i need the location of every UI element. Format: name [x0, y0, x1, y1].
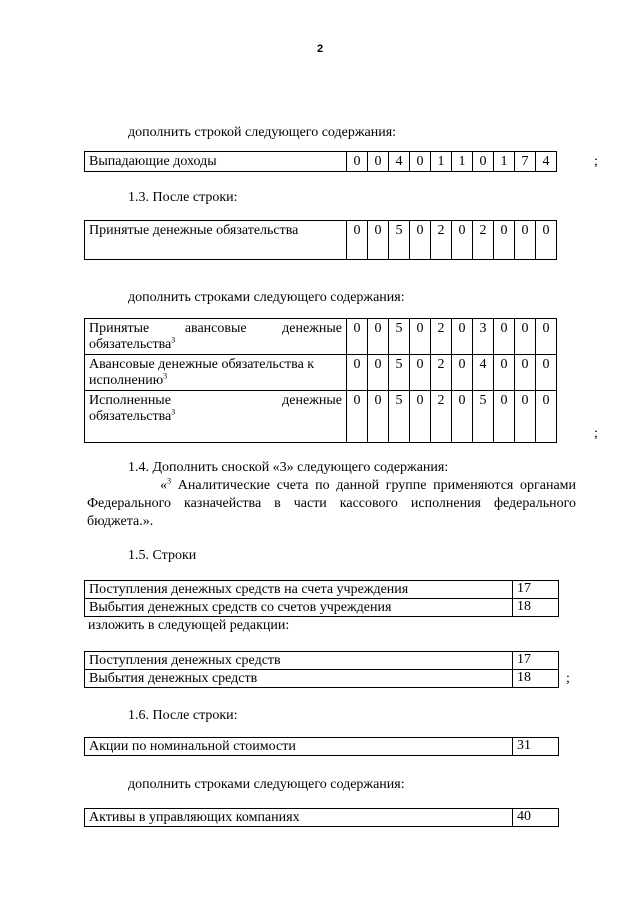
row-label: Акции по номинальной стоимости [85, 738, 513, 756]
code-digit: 5 [389, 319, 410, 355]
table-row [85, 670, 559, 688]
table-row [85, 355, 557, 391]
code-digit: 0 [494, 355, 515, 391]
row-label: Выпадающие доходы [85, 152, 347, 172]
table-managed-assets [84, 808, 559, 827]
code-digit: 0 [452, 355, 473, 391]
footnote-ref: 3 [171, 335, 176, 345]
table-row [85, 581, 559, 599]
row-label [85, 391, 347, 443]
row-label-line2 [89, 409, 342, 425]
code-digit: 0 [452, 391, 473, 443]
code-digit: 2 [431, 391, 452, 443]
row-code: 17 [513, 652, 559, 670]
row-label-line1: Авансовые денежные обязательства к [89, 357, 315, 372]
table-row [85, 652, 559, 670]
section-heading-1-6: 1.6. После строки: [128, 708, 238, 723]
code-digit: 2 [431, 355, 452, 391]
code-digit: 0 [410, 221, 431, 260]
code-digit: 0 [494, 391, 515, 443]
code-digit: 0 [452, 221, 473, 260]
row-code: 17 [513, 581, 559, 599]
code-digit: 0 [536, 355, 557, 391]
table-row [85, 738, 559, 756]
section-heading-1-4: 1.4. Дополнить сноской «3» следующего содержания: [128, 460, 449, 475]
code-digit: 0 [347, 355, 368, 391]
code-digit: 0 [347, 319, 368, 355]
row-label-text: исполнению [89, 373, 164, 388]
section-heading-1-3: 1.3. После строки: [128, 190, 238, 205]
row-label-line1: Исполненные денежные [89, 393, 342, 408]
row-label: Выбытия денежных средств со счетов учреждения [85, 599, 513, 617]
code-digit: 0 [368, 319, 389, 355]
table-accepted-obligations [84, 220, 557, 260]
footnote-ref: 3 [171, 407, 176, 417]
footnote-ref: 3 [167, 476, 172, 486]
table-row [85, 319, 557, 355]
row-label-line1: Принятые авансовые денежные [89, 321, 342, 336]
row-code: 18 [513, 670, 559, 688]
intro-text-4: дополнить строками следующего содержания: [128, 777, 405, 792]
code-digit: 5 [389, 355, 410, 391]
trailing-semicolon: ; [594, 154, 598, 169]
footnote-body: Аналитические счета по данной группе применяются органами Федерального казначейства в части кассового исполнения федерального бюджета.». [87, 478, 577, 529]
table-row [85, 599, 559, 617]
table-row [85, 391, 557, 443]
intro-text-2: дополнить строками следующего содержания: [128, 290, 405, 305]
intro-text-3: изложить в следующей редакции: [88, 618, 290, 633]
code-digit: 0 [452, 319, 473, 355]
code-digit: 0 [410, 355, 431, 391]
code-digit: 0 [473, 152, 494, 172]
footnote-ref: 3 [163, 371, 168, 381]
code-digit: 4 [389, 152, 410, 172]
table-old-lines [84, 580, 559, 617]
row-label: Активы в управляющих компаниях [85, 809, 513, 827]
open-quote: « [160, 478, 168, 493]
code-digit: 5 [389, 391, 410, 443]
table-row [85, 152, 557, 172]
row-label: Поступления денежных средств [85, 652, 513, 670]
code-digit: 0 [494, 221, 515, 260]
code-digit: 0 [410, 319, 431, 355]
code-digit: 0 [536, 391, 557, 443]
code-digit: 0 [368, 391, 389, 443]
section-heading-1-5: 1.5. Строки [128, 548, 197, 563]
page-number: 2 [316, 43, 324, 55]
code-digit: 0 [536, 221, 557, 260]
code-digit: 0 [494, 319, 515, 355]
code-digit: 0 [410, 152, 431, 172]
code-digit: 0 [347, 221, 368, 260]
code-digit: 0 [368, 355, 389, 391]
row-code: 31 [513, 738, 559, 756]
row-label-text: обязательства [89, 337, 172, 352]
code-digit: 0 [515, 391, 536, 443]
table-shares [84, 737, 559, 756]
code-digit: 0 [347, 152, 368, 172]
code-digit: 0 [410, 391, 431, 443]
code-digit: 5 [389, 221, 410, 260]
row-label: Поступления денежных средств на счета учреждения [85, 581, 513, 599]
code-digit: 0 [515, 319, 536, 355]
table-new-obligations [84, 318, 557, 443]
code-digit: 0 [368, 152, 389, 172]
code-digit: 0 [536, 319, 557, 355]
code-digit: 4 [536, 152, 557, 172]
code-digit: 7 [515, 152, 536, 172]
trailing-semicolon: ; [566, 671, 570, 686]
intro-text-1: дополнить строкой следующего содержания: [128, 125, 397, 140]
footnote-text [87, 477, 576, 531]
table-revenue-loss [84, 151, 557, 172]
row-label: Выбытия денежных средств [85, 670, 513, 688]
code-digit: 2 [431, 319, 452, 355]
code-digit: 0 [515, 355, 536, 391]
row-code: 18 [513, 599, 559, 617]
trailing-semicolon: ; [594, 426, 598, 441]
row-label [85, 355, 347, 391]
code-digit: 0 [347, 391, 368, 443]
code-digit: 1 [452, 152, 473, 172]
table-new-lines [84, 651, 559, 688]
code-digit: 3 [473, 319, 494, 355]
row-label: Принятые денежные обязательства [85, 221, 347, 260]
row-label [85, 319, 347, 355]
table-row [85, 221, 557, 260]
code-digit: 1 [494, 152, 515, 172]
row-code: 40 [513, 809, 559, 827]
code-digit: 1 [431, 152, 452, 172]
row-label-text: обязательства [89, 409, 172, 424]
code-digit: 4 [473, 355, 494, 391]
code-digit: 0 [368, 221, 389, 260]
code-digit: 2 [431, 221, 452, 260]
table-row [85, 809, 559, 827]
row-label-line2 [89, 337, 342, 353]
code-digit: 0 [515, 221, 536, 260]
code-digit: 5 [473, 391, 494, 443]
code-digit: 2 [473, 221, 494, 260]
row-label-line2 [89, 373, 342, 389]
